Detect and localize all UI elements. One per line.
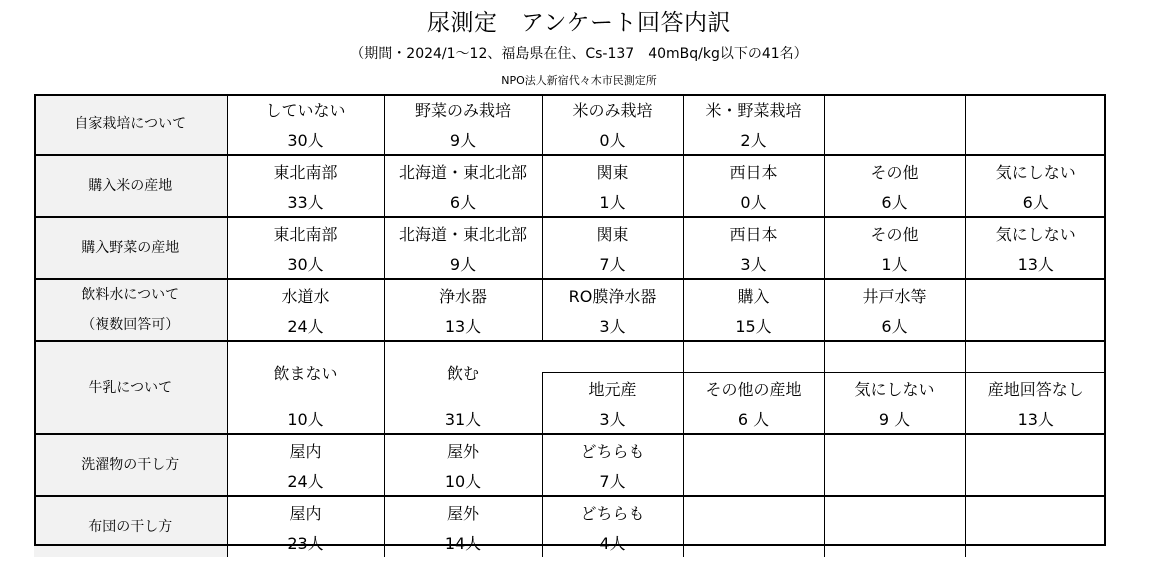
- cell-label: 野菜のみ栽培: [384, 94, 542, 124]
- cell-label: その他: [824, 155, 965, 186]
- table-row-futon: [34, 496, 1106, 527]
- cell-count: 13人: [965, 248, 1106, 279]
- cell-count: 31人: [384, 403, 542, 434]
- cell-label: 北海道・東北北部: [384, 217, 542, 248]
- cell-label: 飲む: [384, 341, 542, 403]
- cell-label: 飲まない: [227, 341, 384, 403]
- cell-label: 産地回答なし: [965, 373, 1106, 404]
- cell-count: 9人: [384, 248, 542, 279]
- cell-label: 浄水器: [384, 279, 542, 310]
- cell-label: 関東: [542, 155, 683, 186]
- empty-cell: [824, 434, 965, 496]
- cell-label: 井戸水等: [824, 279, 965, 310]
- table-row-vegetable-origin: [34, 217, 1106, 248]
- table-row-rice-origin: [34, 155, 1106, 186]
- cell-count: 6 人: [683, 403, 824, 434]
- empty-cell: [824, 341, 965, 373]
- row-header-water-line1: 飲料水について: [34, 279, 227, 310]
- cell-count: 9 人: [824, 403, 965, 434]
- cell-label: 米・野菜栽培: [683, 94, 824, 124]
- empty-cell: [965, 434, 1106, 496]
- row-header-milk: 牛乳について: [34, 341, 227, 434]
- empty-cell: [542, 341, 683, 373]
- empty-cell: [965, 310, 1106, 341]
- cell-label: RO膜浄水器: [542, 279, 683, 310]
- cell-count: 1人: [542, 186, 683, 217]
- empty-cell: [965, 124, 1106, 155]
- cell-count: 10人: [384, 465, 542, 496]
- row-header-futon: 布団の干し方: [34, 496, 227, 557]
- cell-count: 6人: [384, 186, 542, 217]
- cell-label: 西日本: [683, 155, 824, 186]
- survey-table: [34, 94, 1106, 557]
- cell-count: 14人: [384, 527, 542, 557]
- cell-count: 30人: [287, 130, 324, 150]
- table-row-water-counts: [34, 310, 1106, 341]
- row-header-rice-origin: 購入米の産地: [34, 155, 227, 217]
- cell-count: 4人: [542, 527, 683, 557]
- table-row-laundry: [34, 434, 1106, 465]
- cell-label: 屋外: [384, 496, 542, 527]
- cell-label: 気にしない: [965, 217, 1106, 248]
- empty-cell: [965, 94, 1106, 124]
- cell-label: 北海道・東北北部: [384, 155, 542, 186]
- page-subtitle: （期間・2024/1～12、福島県在住、Cs-137 40mBq/kg以下の41名）: [350, 46, 808, 62]
- empty-cell: [824, 94, 965, 124]
- row-header-vegetable-origin: 購入野菜の産地: [34, 217, 227, 279]
- empty-cell: [824, 124, 965, 155]
- cell-count: 3人: [542, 403, 683, 434]
- cell-count: 0人: [683, 186, 824, 217]
- cell-count: 1人: [824, 248, 965, 279]
- cell-label: どちらも: [542, 434, 683, 465]
- cell-label: 気にしない: [965, 155, 1106, 186]
- row-header-laundry: 洗濯物の干し方: [34, 434, 227, 496]
- cell-count: 30人: [287, 254, 324, 274]
- table-row-water: [34, 279, 1106, 310]
- empty-cell: [683, 341, 824, 373]
- cell-count: 6人: [965, 186, 1106, 217]
- cell-count: 13人: [384, 310, 542, 341]
- cell-count: 24人: [287, 471, 324, 491]
- cell-count: 15人: [683, 310, 824, 341]
- cell-label: 屋内: [227, 496, 384, 527]
- table-row-cultivation: [34, 94, 1106, 124]
- cell-count: 33人: [287, 192, 324, 212]
- cell-label: 気にしない: [824, 373, 965, 404]
- cell-count: 6人: [824, 310, 965, 341]
- cell-label: 米のみ栽培: [542, 94, 683, 124]
- cell-label: 東北南部: [227, 217, 384, 248]
- cell-count: 0人: [542, 124, 683, 155]
- cell-count: 3人: [542, 310, 683, 341]
- cell-label: 屋外: [384, 434, 542, 465]
- cell-count: 24人: [287, 316, 324, 336]
- cell-count: 6人: [824, 186, 965, 217]
- empty-cell: [965, 341, 1106, 373]
- row-header-water-line2: （複数回答可）: [34, 310, 227, 341]
- page-title: 尿測定 アンケート回答内訳: [426, 10, 732, 36]
- cell-count: 10人: [287, 409, 324, 429]
- cell-label: どちらも: [542, 496, 683, 527]
- cell-label: 屋内: [227, 434, 384, 465]
- empty-cell: [965, 496, 1106, 557]
- row-header-cultivation: 自家栽培について: [34, 94, 227, 155]
- cell-count: 23人: [287, 533, 324, 553]
- empty-cell: [824, 496, 965, 557]
- cell-count: 13人: [965, 403, 1106, 434]
- cell-label: その他: [824, 217, 965, 248]
- cell-count: 9人: [384, 124, 542, 155]
- cell-label: 西日本: [683, 217, 824, 248]
- cell-label: 関東: [542, 217, 683, 248]
- cell-label: その他の産地: [683, 373, 824, 404]
- empty-cell: [683, 496, 824, 557]
- cell-count: 2人: [683, 124, 824, 155]
- cell-label: 地元産: [542, 373, 683, 404]
- cell-count: 7人: [542, 248, 683, 279]
- empty-cell: [683, 434, 824, 496]
- cell-label: 購入: [683, 279, 824, 310]
- cell-count: 7人: [542, 465, 683, 496]
- cell-label: 東北南部: [227, 155, 384, 186]
- cell-label: していない: [265, 100, 346, 120]
- organization-name: NPO法人新宿代々木市民測定所: [501, 74, 657, 87]
- cell-label: 水道水: [227, 279, 384, 310]
- table-row-milk: [34, 341, 1106, 373]
- cell-count: 3人: [683, 248, 824, 279]
- empty-cell: [965, 279, 1106, 310]
